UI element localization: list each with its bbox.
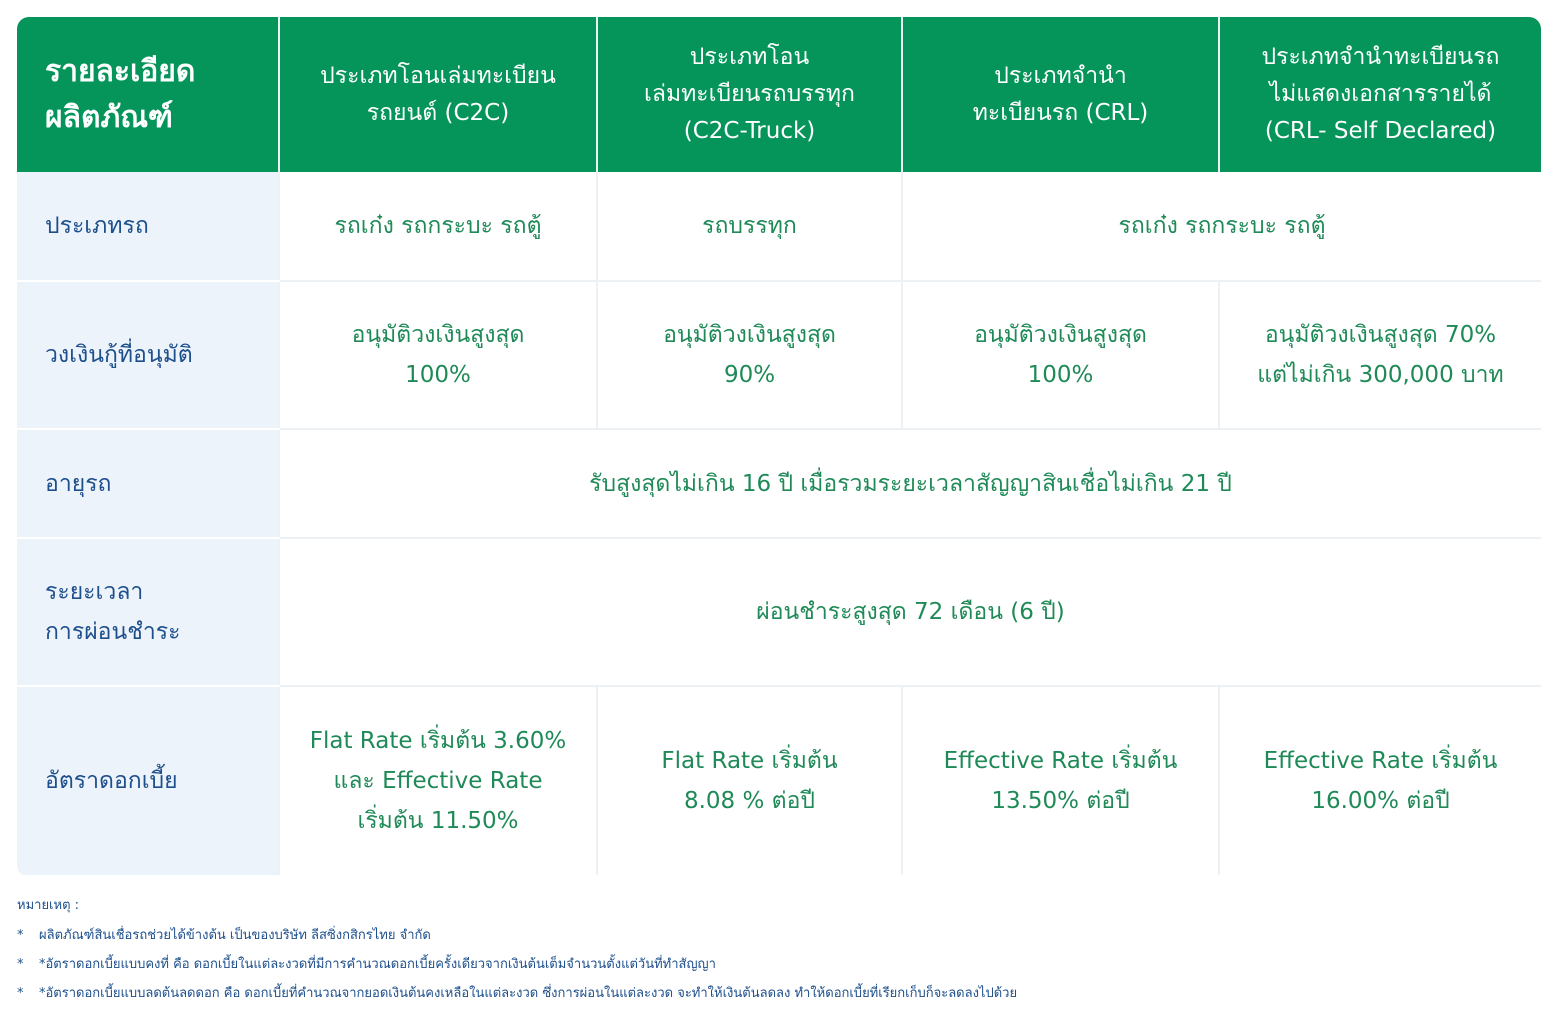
cell-line: 90% bbox=[723, 362, 776, 388]
header-product-details bbox=[17, 17, 279, 172]
cell-interest-crl-self-declared bbox=[1219, 686, 1541, 875]
cell-line: อนุมัติวงเงินสูงสุด bbox=[663, 322, 836, 348]
row-label-term bbox=[17, 538, 279, 686]
cell-line: อนุมัติวงเงินสูงสุด bbox=[351, 322, 525, 348]
notes-title: หมายเหตุ : bbox=[17, 898, 80, 913]
note-text: ผลิตภัณฑ์สินเชื่อรถช่วยได้ข้างต้น เป็นของบริษัท ลีสซิ่งกสิกรไทย จำกัด bbox=[39, 928, 431, 943]
cell-line: 100% bbox=[405, 362, 471, 388]
header-crl-self-declared bbox=[1219, 17, 1541, 172]
cell-line: 100% bbox=[1027, 362, 1094, 388]
row-car-type bbox=[17, 172, 1541, 281]
label-line: ระยะเวลา bbox=[45, 579, 144, 605]
header-line: ทะเบียนรถ (CRL) bbox=[972, 99, 1149, 126]
cell-car-type-c2c: รถเก๋ง รถกระบะ รถตู้ bbox=[279, 172, 597, 281]
cell-interest-c2c bbox=[279, 686, 597, 875]
row-interest bbox=[17, 686, 1541, 875]
cell-loan-limit-truck bbox=[597, 281, 902, 429]
product-comparison-card bbox=[17, 17, 1541, 877]
note-text: *อัตราดอกเบี้ยแบบคงที่ คือ ดอกเบี้ยในแต่ละงวดที่มีการคำนวณดอกเบี้ยครั้งเดียวจากเงินต้นเต็มจำนวนตั้งแต่วันที่ทำสัญญา bbox=[39, 957, 716, 972]
cell-loan-limit-c2c bbox=[279, 281, 597, 429]
header-c2c bbox=[279, 17, 597, 172]
header-line: ประเภทโอนเล่มทะเบียน bbox=[320, 62, 556, 89]
header-line: (CRL- Self Declared) bbox=[1264, 118, 1497, 144]
bullet-asterisk: * bbox=[17, 928, 24, 943]
cell-car-type-truck: รถบรรทุก bbox=[597, 172, 902, 281]
header-line: ไม่แสดงเอกสารรายได้ bbox=[1269, 81, 1492, 107]
header-line: ประเภทโอน bbox=[689, 44, 810, 70]
header-line: ประเภทจำนำ bbox=[994, 62, 1127, 89]
header-c2c-truck bbox=[597, 17, 902, 172]
cell-loan-limit-crl-self-declared bbox=[1219, 281, 1541, 429]
note-item bbox=[17, 957, 1537, 973]
cell-car-type-crl: รถเก๋ง รถกระบะ รถตู้ bbox=[902, 172, 1541, 281]
cell-line: Flat Rate เริ่มต้น bbox=[661, 748, 838, 774]
cell-line: เริ่มต้น 11.50% bbox=[357, 808, 519, 834]
header-line: เล่มทะเบียนรถบรรทุก bbox=[644, 81, 855, 107]
product-comparison-table bbox=[17, 17, 1541, 875]
cell-line: 16.00% ต่อปี bbox=[1311, 788, 1450, 814]
bullet-asterisk: * bbox=[17, 957, 24, 972]
row-car-age bbox=[17, 429, 1541, 538]
header-line: รายละเอียด bbox=[45, 53, 196, 89]
row-loan-limit bbox=[17, 281, 1541, 429]
cell-line: และ Effective Rate bbox=[333, 768, 543, 794]
cell-car-age: รับสูงสุดไม่เกิน 16 ปี เมื่อรวมระยะเวลาสัญญาสินเชื่อไม่เกิน 21 ปี bbox=[279, 429, 1541, 538]
cell-line: 13.50% ต่อปี bbox=[991, 788, 1130, 814]
cell-line: 8.08 % ต่อปี bbox=[683, 788, 816, 814]
row-label-interest: อัตราดอกเบี้ย bbox=[17, 686, 279, 875]
cell-line: Flat Rate เริ่มต้น 3.60% bbox=[309, 728, 567, 754]
row-label-car-type: ประเภทรถ bbox=[17, 172, 279, 281]
row-term bbox=[17, 538, 1541, 686]
label-line: การผ่อนชำระ bbox=[45, 619, 181, 645]
cell-interest-truck bbox=[597, 686, 902, 875]
notes-section bbox=[17, 898, 1537, 1015]
cell-loan-limit-crl bbox=[902, 281, 1219, 429]
cell-line: Effective Rate เริ่มต้น bbox=[1263, 748, 1498, 774]
cell-line: อนุมัติวงเงินสูงสุด bbox=[974, 322, 1147, 348]
note-item bbox=[17, 928, 1537, 944]
header-line: (C2C-Truck) bbox=[683, 118, 816, 144]
row-label-loan-limit: วงเงินกู้ที่อนุมัติ bbox=[17, 281, 279, 429]
cell-interest-crl bbox=[902, 686, 1219, 875]
header-crl bbox=[902, 17, 1219, 172]
note-text: *อัตราดอกเบี้ยแบบลดต้นลดดอก คือ ดอกเบี้ยที่คำนวณจากยอดเงินต้นคงเหลือในแต่ละงวด ซึ่งการผ่อนในแต่ละงวด จะทำให้เงินต้นลดลง ทำให้ดอกเบี้ยที่เรียกเก็บก็จะลดลงไปด้วย bbox=[39, 986, 1018, 1001]
cell-term: ผ่อนชำระสูงสุด 72 เดือน (6 ปี) bbox=[279, 538, 1541, 686]
header-line: รถยนต์ (C2C) bbox=[366, 99, 510, 126]
row-label-car-age: อายุรถ bbox=[17, 429, 279, 538]
header-line: ประเภทจำนำทะเบียนรถ bbox=[1261, 44, 1500, 70]
cell-line: แต่ไม่เกิน 300,000 บาท bbox=[1257, 362, 1504, 388]
cell-line: อนุมัติวงเงินสูงสุด 70% bbox=[1264, 322, 1497, 348]
note-item bbox=[17, 986, 1537, 1002]
header-row bbox=[17, 17, 1541, 172]
header-line: ผลิตภัณฑ์ bbox=[45, 99, 173, 135]
cell-line: Effective Rate เริ่มต้น bbox=[943, 748, 1178, 774]
bullet-asterisk: * bbox=[17, 986, 24, 1001]
